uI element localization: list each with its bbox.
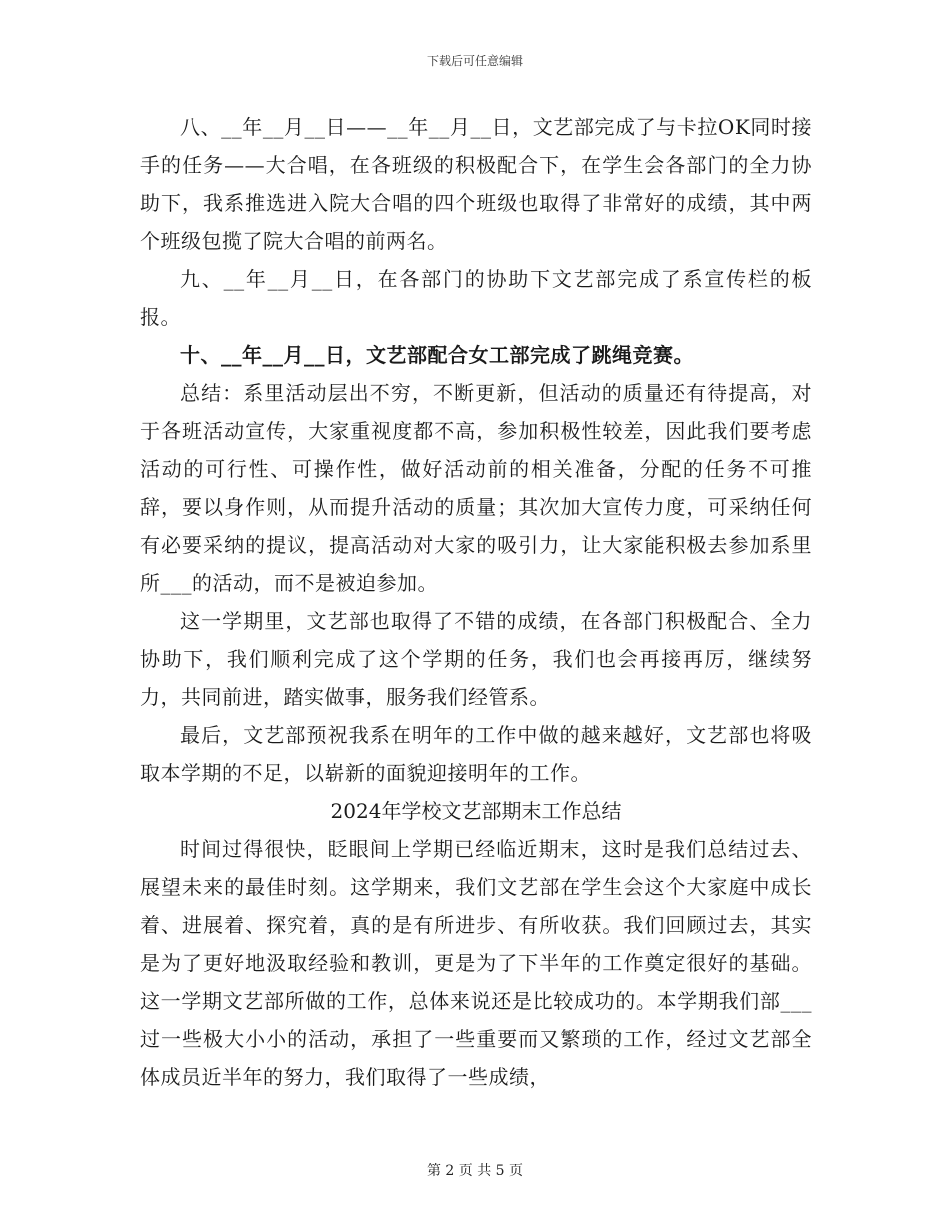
document-body — [140, 108, 812, 1096]
paragraph-item-9: 九、__年__月__日，在各部门的协助下文艺部完成了系宣传栏的板报。 — [140, 267, 812, 329]
paragraph-summary: 总结：系里活动层出不穷，不断更新，但活动的质量还有待提高，对于各班活动宣传，大家重视度都不高，参加积极性较差，因此我们要考虑活动的可行性、可操作性，做好活动前的相关准备，分配的任务不可推辞，要以身作则，从而提升活动的质量；其次加大宣传力度，可采纳任何有必要采纳的提议，提高活动对大家的吸引力，让大家能积极去参加系里所___的活动，而不是被迫参加。 — [140, 381, 812, 595]
paragraph-final: 最后，文艺部预祝我系在明年的工作中做的越来越好，文艺部也将吸取本学期的不足，以崭新的面貌迎接明年的工作。 — [140, 723, 812, 785]
paragraph-item-8: 八、__年__月__日——__年__月__日，文艺部完成了与卡拉OK同时接手的任务——大合唱，在各班级的积极配合下，在学生会各部门的全力协助下，我系推选进入院大合唱的四个班级也取得了非常好的成绩，其中两个班级包揽了院大合唱的前两名。 — [140, 115, 812, 253]
paragraph-intro: 时间过得很快，眨眼间上学期已经临近期末，这时是我们总结过去、展望未来的最佳时刻。这学期来，我们文艺部在学生会这个大家庭中成长着、进展着、探究着，真的是有所进步、有所收获。我们回顾过去，其实是为了更好地汲取经验和教训，更是为了下半年的工作奠定很好的基础。这一学期文艺部所做的工作，总体来说还是比较成功的。本学期我们部___过一些极大小小的活动，承担了一些重要而又繁琐的工作，经过文艺部全体成员近半年的努力，我们取得了一些成绩， — [140, 837, 812, 1089]
paragraph-item-10: 十、__年__月__日，文艺部配合女工部完成了跳绳竞赛。 — [180, 343, 694, 367]
page-header: 下载后可任意编辑 — [426, 54, 523, 68]
page-footer: 第 2 页 共 5 页 — [426, 1163, 524, 1179]
paragraph-semester: 这一学期里，文艺部也取得了不错的成绩，在各部门积极配合、全力协助下，我们顺利完成了这个学期的任务，我们也会再接再厉，继续努力，共同前进，踏实做事，服务我们经管系。 — [140, 609, 812, 709]
section-title: 2024年学校文艺部期末工作总结 — [330, 799, 622, 823]
